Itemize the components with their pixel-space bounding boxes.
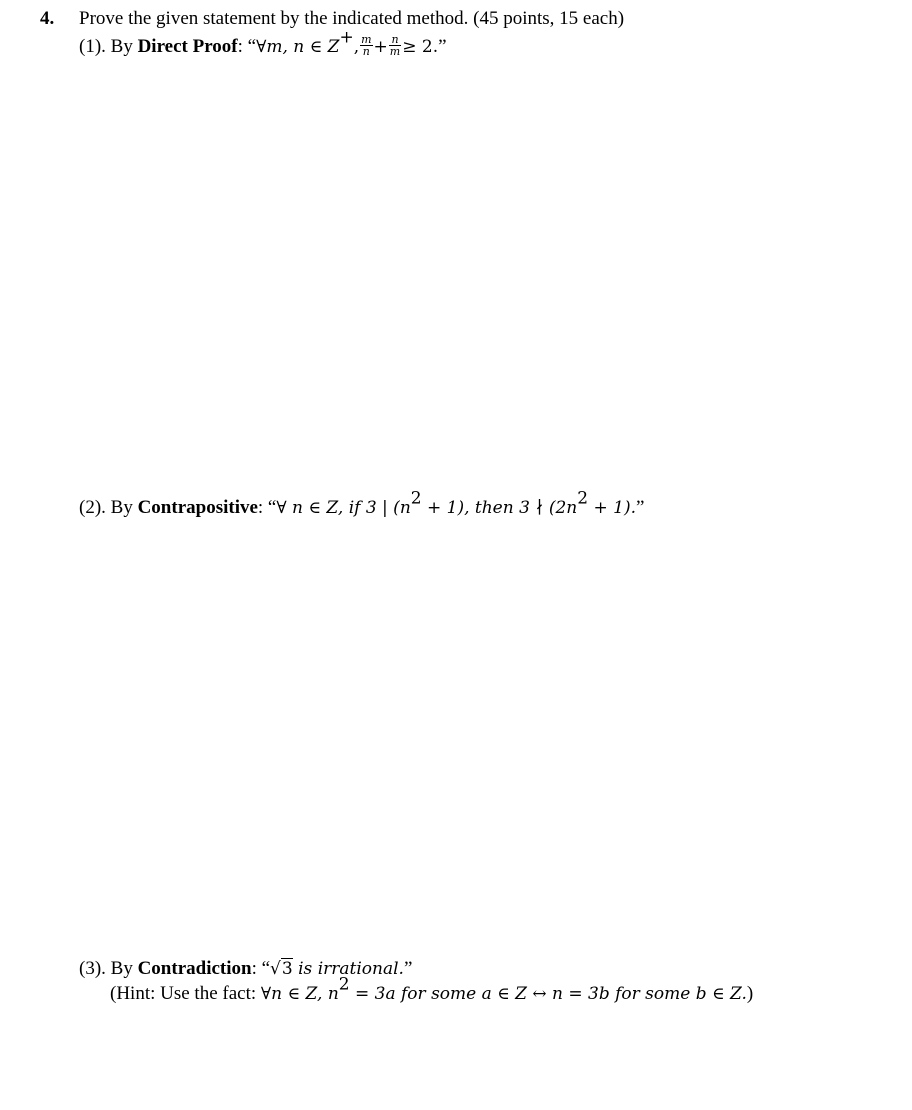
part-3-hint — [110, 974, 754, 1006]
part-3-sqrt-argument: 3 — [281, 959, 293, 979]
part-2-square-2: 2 — [577, 488, 589, 509]
part-3-close-quote: ” — [403, 958, 413, 979]
part-2-math-b: + 1), then 3 ∤ (2n — [421, 498, 578, 518]
part-1-comma: , — [353, 37, 360, 57]
part-1-quantifier: ∀m, n ∈ Z — [256, 37, 340, 57]
question-title: Prove the given statement by the indicated method. (45 points, 15 each) — [79, 8, 625, 29]
sqrt-sign-icon: √ — [270, 959, 281, 979]
part-3-sqrt — [270, 959, 293, 980]
part-1-inequality-tail: ≥ 2. — [402, 37, 439, 57]
part-3-statement — [79, 957, 412, 981]
question-number: 4. — [40, 8, 55, 29]
part-3-hint-suffix: ) — [746, 983, 754, 1004]
part-3-hint-square: 2 — [338, 974, 350, 995]
part-1-frac2-numerator: n — [389, 34, 401, 47]
part-2-statement — [79, 488, 645, 520]
part-1-frac1-denominator: n — [362, 45, 370, 59]
part-3-open-quote: : “ — [251, 958, 271, 979]
part-1-method: Direct Proof — [137, 36, 238, 57]
part-2-math-a: ∀ n ∈ Z, if 3 | (n — [276, 498, 411, 518]
part-2-math-c: + 1). — [588, 498, 636, 518]
part-1-superscript-plus: + — [339, 27, 354, 48]
part-1-plus: + — [373, 37, 388, 57]
part-3-hint-math-a: ∀n ∈ Z, n — [260, 984, 339, 1004]
part-3-hint-math-b: = 3a for some a ∈ Z ↔ n = 3b for some b ∈ Z. — [349, 984, 747, 1004]
part-1-statement — [79, 27, 447, 60]
part-3-hint-prefix: (Hint: Use the fact: — [110, 983, 261, 1004]
part-2-method: Contrapositive — [137, 497, 258, 518]
part-2-label: (2). By — [79, 497, 138, 518]
part-3-label: (3). By — [79, 958, 138, 979]
part-2-close-quote: ” — [635, 497, 645, 518]
part-1-label: (1). By — [79, 36, 138, 57]
part-1-frac2-denominator: m — [389, 45, 401, 59]
part-1-frac1-numerator: m — [361, 32, 372, 46]
part-1-open-quote: : “ — [237, 36, 257, 57]
part-3-math-rest: is irrational. — [292, 959, 404, 979]
part-2-open-quote: : “ — [257, 497, 277, 518]
part-1-fraction-m-over-n — [360, 34, 372, 58]
part-1-close-quote: ” — [438, 36, 447, 57]
part-3-method: Contradiction — [137, 958, 252, 979]
part-1-fraction-n-over-m — [389, 34, 401, 58]
part-2-square-1: 2 — [410, 488, 422, 509]
